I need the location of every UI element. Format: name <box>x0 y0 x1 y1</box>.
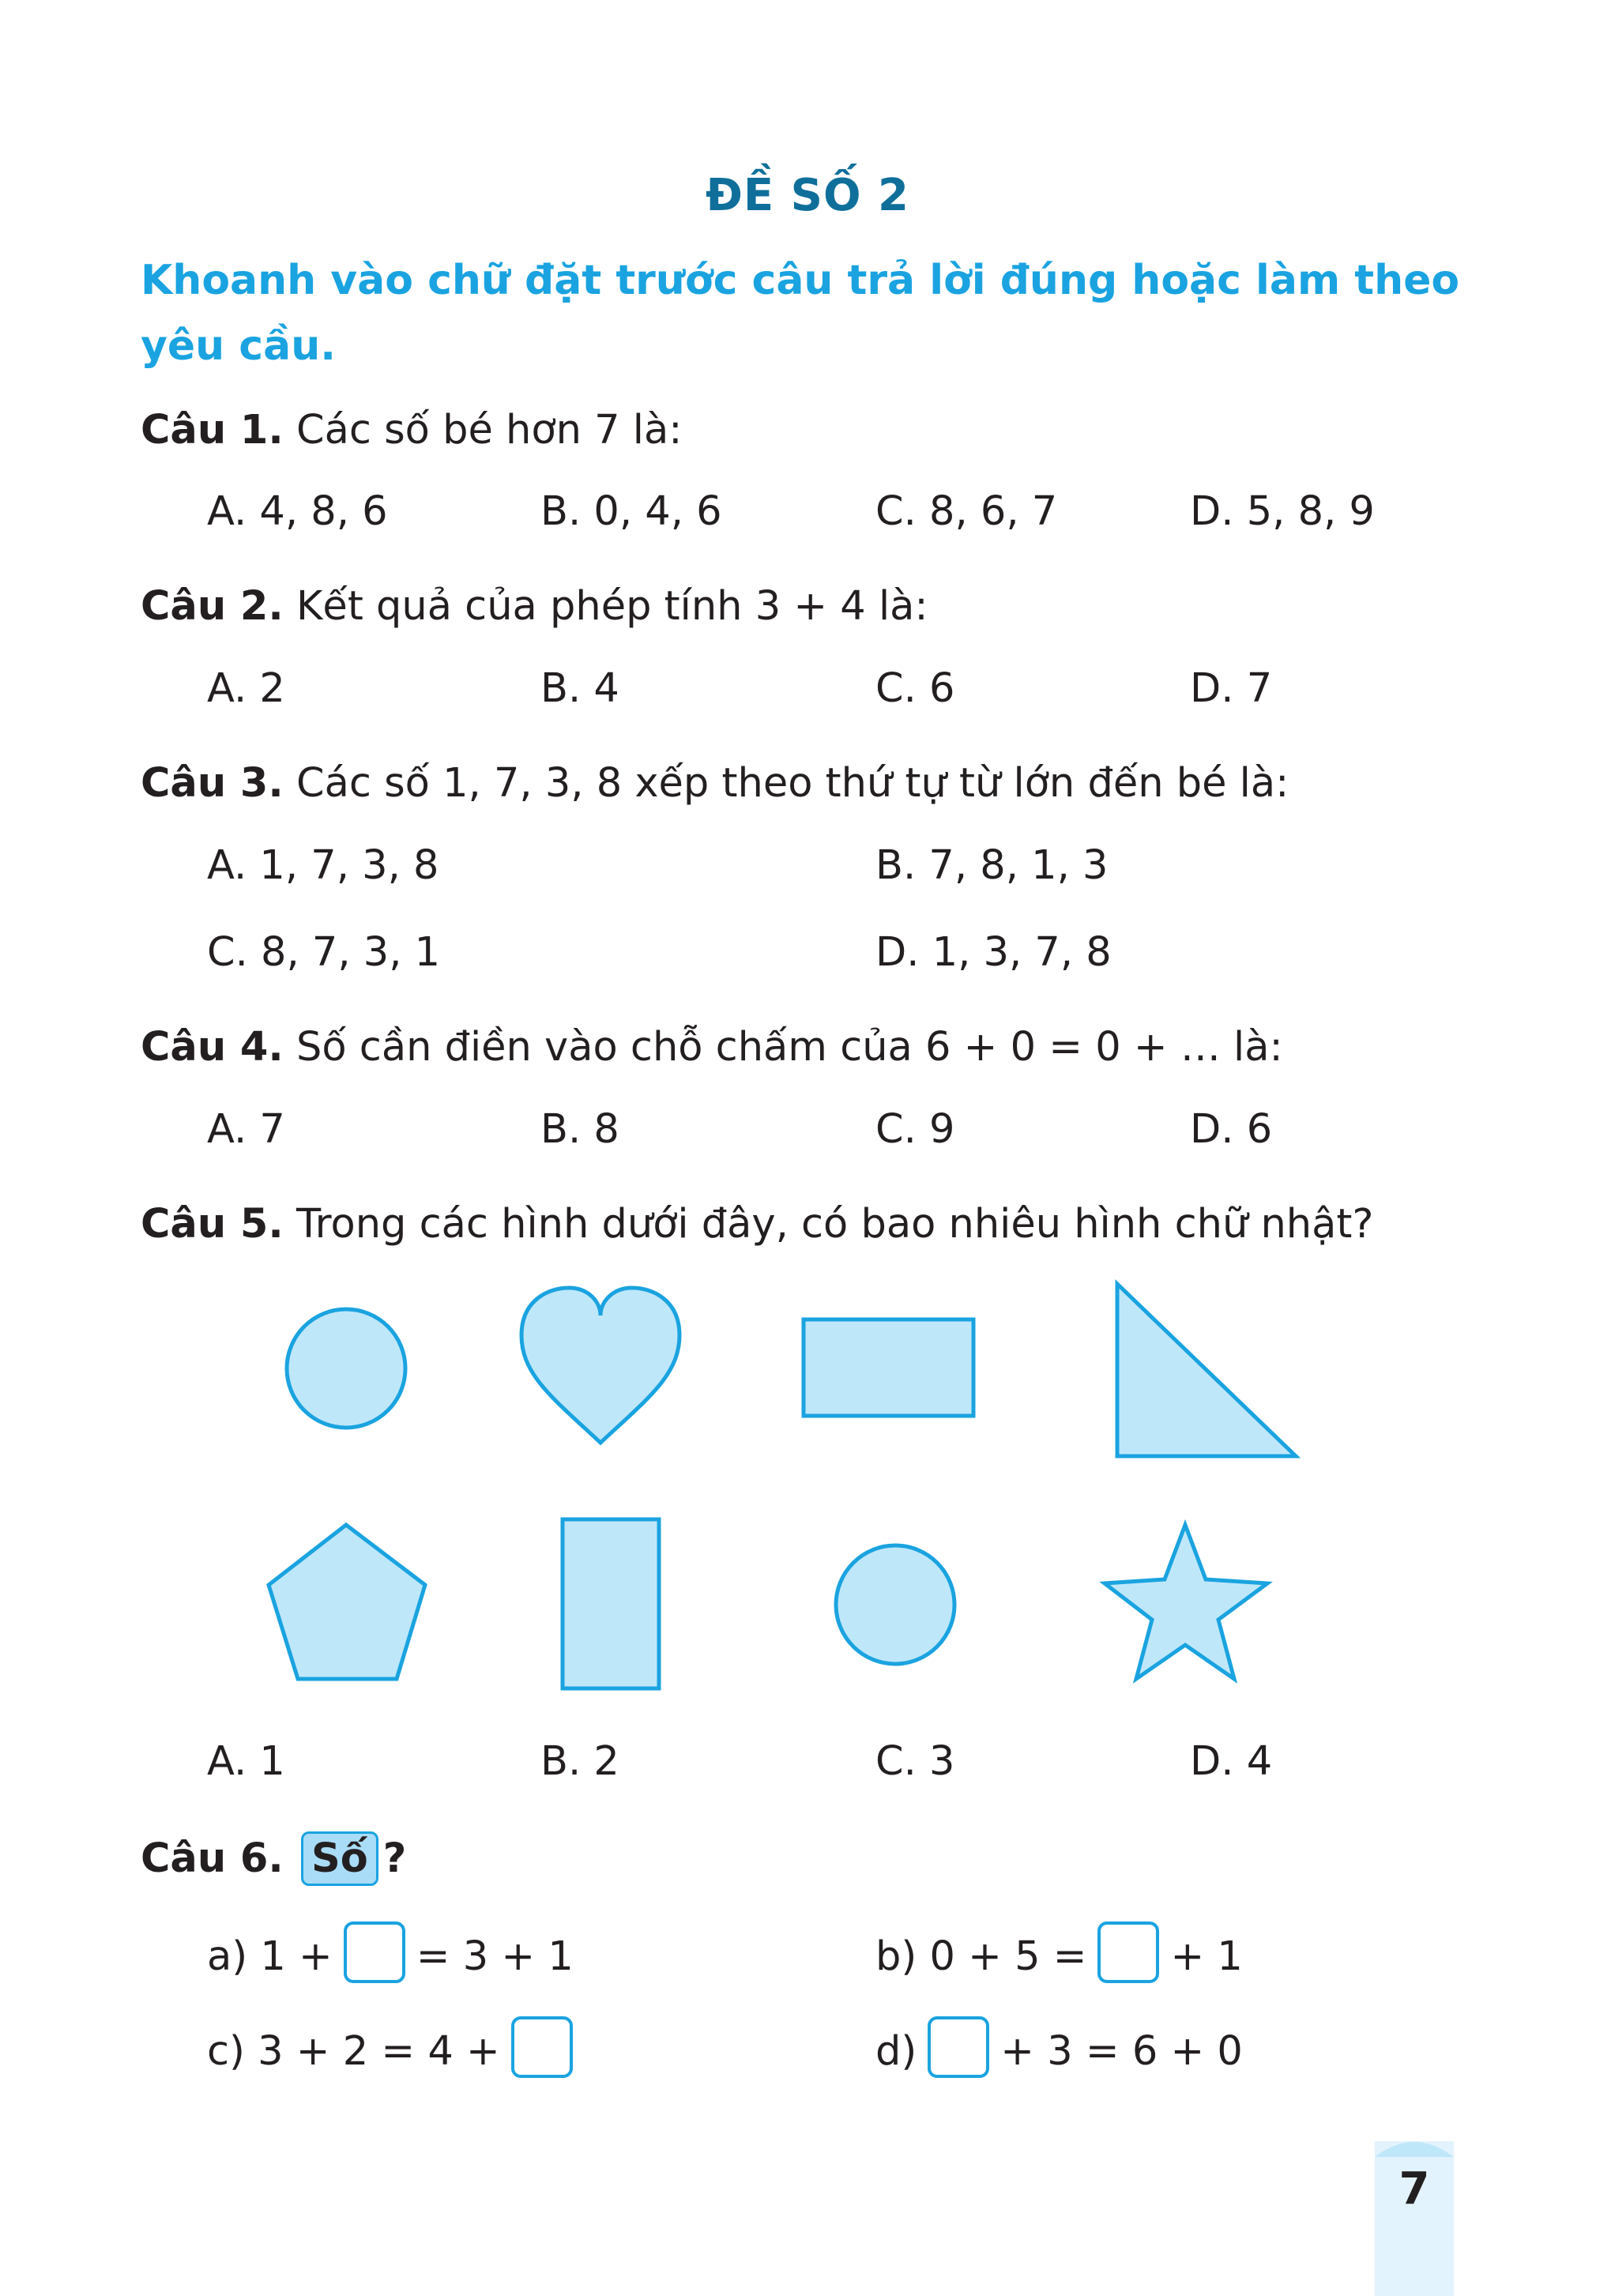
page-tab-cap <box>1375 2133 1454 2157</box>
q6-item-a: a) 1 + = 3 + 1 <box>207 1928 574 1989</box>
q5-option-a[interactable]: A. 1 <box>207 1738 285 1785</box>
question-4: Câu 4. Số cần điền vào chỗ chấm của 6 + 0 = 0 + … là: <box>141 1024 1283 1071</box>
answer-box[interactable] <box>511 2016 573 2078</box>
right-triangle-icon <box>1117 1284 1296 1456</box>
answer-box[interactable] <box>1097 1921 1159 1983</box>
q1-option-c[interactable]: C. 8, 6, 7 <box>875 488 1058 535</box>
q6-item-b: b) 0 + 5 = + 1 <box>875 1928 1243 1989</box>
page-number: 7 <box>1399 2163 1430 2215</box>
star-icon <box>1105 1525 1267 1679</box>
q2-option-a[interactable]: A. 2 <box>207 665 285 712</box>
q6-item-d: d) + 3 = 6 + 0 <box>875 2023 1243 2084</box>
q3-option-a[interactable]: A. 1, 7, 3, 8 <box>207 842 439 889</box>
circle-icon <box>836 1545 954 1664</box>
heart-icon <box>521 1288 680 1443</box>
q5-option-c[interactable]: C. 3 <box>875 1738 955 1785</box>
q3-option-b[interactable]: B. 7, 8, 1, 3 <box>875 842 1109 889</box>
q2-option-b[interactable]: B. 4 <box>540 665 619 712</box>
instruction-line-1: Khoanh vào chữ đặt trước câu trả lời đúng hoặc làm theo <box>141 257 1460 304</box>
instruction-line-2: yêu cầu. <box>141 322 336 370</box>
so-badge: Số <box>301 1831 378 1886</box>
answer-box[interactable] <box>928 2016 989 2078</box>
circle-icon <box>287 1309 405 1428</box>
q2-option-d[interactable]: D. 7 <box>1190 665 1273 712</box>
q5-option-b[interactable]: B. 2 <box>540 1738 619 1785</box>
q5-option-d[interactable]: D. 4 <box>1190 1738 1273 1785</box>
q1-option-b[interactable]: B. 0, 4, 6 <box>540 488 722 535</box>
page-title: ĐỀ SỐ 2 <box>705 170 910 221</box>
question-5: Câu 5. Trong các hình dưới đây, có bao nhiêu hình chữ nhật? <box>141 1201 1374 1248</box>
pentagon-icon <box>269 1525 425 1679</box>
q4-option-a[interactable]: A. 7 <box>207 1106 285 1153</box>
q3-option-c[interactable]: C. 8, 7, 3, 1 <box>207 929 441 976</box>
q4-option-b[interactable]: B. 8 <box>540 1106 619 1153</box>
q2-option-c[interactable]: C. 6 <box>875 665 955 712</box>
q6-item-c: c) 3 + 2 = 4 + <box>207 2023 584 2084</box>
q1-option-a[interactable]: A. 4, 8, 6 <box>207 488 388 535</box>
question-6: Câu 6. Số ? <box>141 1831 406 1886</box>
q4-option-d[interactable]: D. 6 <box>1190 1106 1273 1153</box>
q3-option-d[interactable]: D. 1, 3, 7, 8 <box>875 929 1112 976</box>
q1-option-d[interactable]: D. 5, 8, 9 <box>1190 488 1375 535</box>
question-3: Câu 3. Các số 1, 7, 3, 8 xếp theo thứ tự từ lớn đến bé là: <box>141 760 1289 807</box>
q4-option-c[interactable]: C. 9 <box>875 1106 955 1153</box>
question-2: Câu 2. Kết quả của phép tính 3 + 4 là: <box>141 583 928 630</box>
rectangle-icon <box>804 1319 973 1416</box>
answer-box[interactable] <box>344 1921 405 1983</box>
rectangle-icon <box>563 1519 659 1688</box>
question-1: Câu 1. Các số bé hơn 7 là: <box>141 407 683 454</box>
